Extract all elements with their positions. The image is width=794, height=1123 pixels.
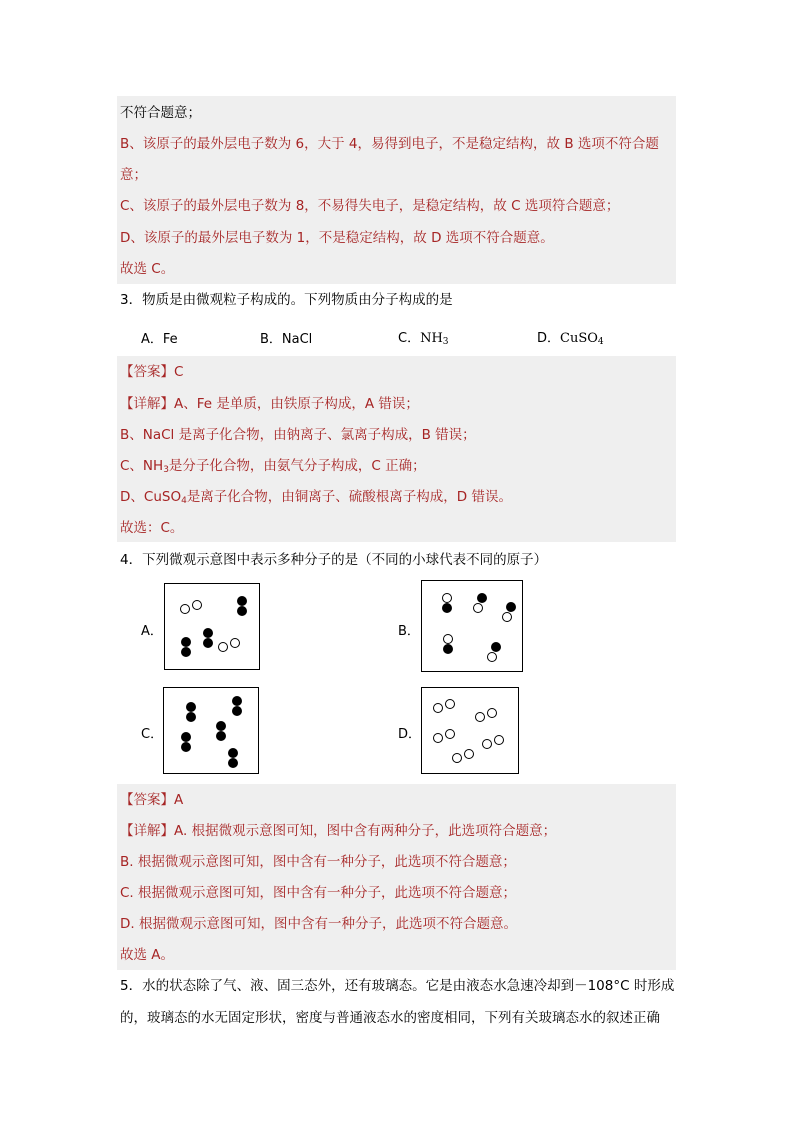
black-atom: [228, 758, 238, 768]
question-5-stem-line: 5．水的状态除了气、液、固三态外，还有玻璃态。它是由液态水急速冷却到－108°C 时形成: [120, 978, 675, 994]
q4-label-a: A．: [141, 624, 163, 639]
explanation-line: D、该原子的最外层电子数为 1，不是稳定结构，故 D 选项不符合题意。: [120, 230, 554, 246]
white-atom: [230, 638, 240, 648]
question-4-stem: 4．下列微观示意图中表示多种分子的是（不同的小球代表不同的原子）: [120, 552, 548, 568]
black-atom: [491, 642, 501, 652]
black-atom: [443, 644, 453, 654]
question-3-stem: 3．物质是由微观粒子构成的。下列物质由分子构成的是: [120, 292, 453, 308]
black-atom: [181, 637, 191, 647]
q3-detail-line: B、NaCl 是离子化合物，由钠离子、氯离子构成，B 错误；: [120, 427, 476, 443]
q3-detail-c-sub: 3: [163, 465, 169, 475]
q3-detail-line: [120, 488, 512, 510]
black-atom: [237, 606, 247, 616]
q4-detail-line: D. 根据微观示意图可知，图中含有一种分子，此选项不符合题意。: [120, 916, 517, 932]
black-atom: [232, 696, 242, 706]
black-atom: [216, 731, 226, 741]
q4-answer: 【答案】A: [120, 792, 184, 808]
black-atom: [506, 602, 516, 612]
q3-detail-d-a: D、CuSO: [120, 489, 182, 505]
white-atom: [502, 612, 512, 622]
black-atom: [186, 712, 196, 722]
q3-detail-d-b: 是离子化合物，由铜离子、硫酸根离子构成，D 错误。: [186, 489, 512, 505]
q3-conclusion: 故选：C。: [120, 520, 184, 536]
q4-diagram-a: [164, 583, 260, 670]
black-atom: [203, 638, 213, 648]
white-atom: [192, 600, 202, 610]
white-atom: [452, 753, 462, 763]
q4-conclusion: 故选 A。: [120, 947, 175, 963]
white-atom: [473, 603, 483, 613]
q3-option-d-prefix: D．: [537, 331, 561, 346]
black-atom: [442, 603, 452, 613]
q3-option-b: B．NaCl: [260, 332, 313, 347]
black-atom: [232, 706, 242, 716]
explanation-line: 不符合题意；: [120, 105, 201, 121]
q3-option-d-subscript: 4: [597, 337, 604, 347]
q3-answer: 【答案】C: [120, 364, 184, 380]
white-atom: [487, 652, 497, 662]
white-atom: [494, 735, 504, 745]
explanation-block-q4: [117, 784, 676, 970]
explanation-line: B、该原子的最外层电子数为 6，大于 4，易得到电子，不是稳定结构，故 B 选项不符合题: [120, 136, 659, 152]
black-atom: [203, 628, 213, 638]
explanation-block-q3: [117, 356, 676, 542]
q4-diagram-c: [163, 687, 259, 774]
q3-option-c-subscript: 3: [442, 337, 449, 347]
white-atom: [443, 634, 453, 644]
q3-option-a: A．Fe: [141, 332, 178, 347]
q4-label-d: D．: [398, 727, 422, 742]
black-atom: [181, 647, 191, 657]
black-atom: [181, 742, 191, 752]
white-atom: [180, 604, 190, 614]
q3-option-d: [537, 327, 604, 347]
q4-label-c: C．: [141, 727, 164, 742]
question-5-stem-line: 的，玻璃态的水无固定形状，密度与普通液态水的密度相同，下列有关玻璃态水的叙述正确: [120, 1010, 660, 1026]
q4-detail-line: 【详解】A. 根据微观示意图可知，图中含有两种分子，此选项符合题意；: [120, 823, 557, 839]
white-atom: [442, 593, 452, 603]
black-atom: [216, 721, 226, 731]
black-atom: [477, 593, 487, 603]
black-atom: [228, 748, 238, 758]
white-atom: [433, 733, 443, 743]
explanation-line: 故选 C。: [120, 261, 175, 277]
white-atom: [445, 729, 455, 739]
white-atom: [482, 739, 492, 749]
white-atom: [475, 712, 485, 722]
q3-detail-line: 【详解】A、Fe 是单质，由铁原子构成，A 错误；: [120, 396, 419, 412]
q4-detail-line: B. 根据微观示意图可知，图中含有一种分子，此选项不符合题意；: [120, 854, 516, 870]
white-atom: [445, 699, 455, 709]
explanation-block-q2: [117, 96, 676, 284]
q4-diagram-b: [421, 580, 523, 672]
q3-option-c-prefix: C．: [398, 331, 421, 346]
explanation-line: 意；: [120, 167, 147, 183]
q3-detail-c-a: C、NH: [120, 458, 164, 474]
q3-detail-c-b: 是分子化合物，由氨气分子构成，C 正确；: [168, 458, 426, 474]
white-atom: [487, 708, 497, 718]
q4-label-b: B．: [398, 624, 420, 639]
explanation-line: C、该原子的最外层电子数为 8，不易得失电子，是稳定结构，故 C 选项符合题意；: [120, 198, 620, 214]
white-atom: [218, 642, 228, 652]
q4-diagram-d: [421, 687, 519, 774]
q3-option-c: [398, 327, 449, 347]
black-atom: [181, 732, 191, 742]
q3-option-c-formula: NH: [420, 331, 443, 346]
black-atom: [186, 702, 196, 712]
q4-detail-line: C. 根据微观示意图可知，图中含有一种分子，此选项不符合题意；: [120, 885, 517, 901]
q3-detail-d-sub: 4: [181, 496, 187, 506]
white-atom: [433, 703, 443, 713]
q3-option-d-formula: CuSO: [560, 331, 598, 346]
white-atom: [464, 749, 474, 759]
q3-detail-line: [120, 457, 426, 479]
black-atom: [237, 596, 247, 606]
